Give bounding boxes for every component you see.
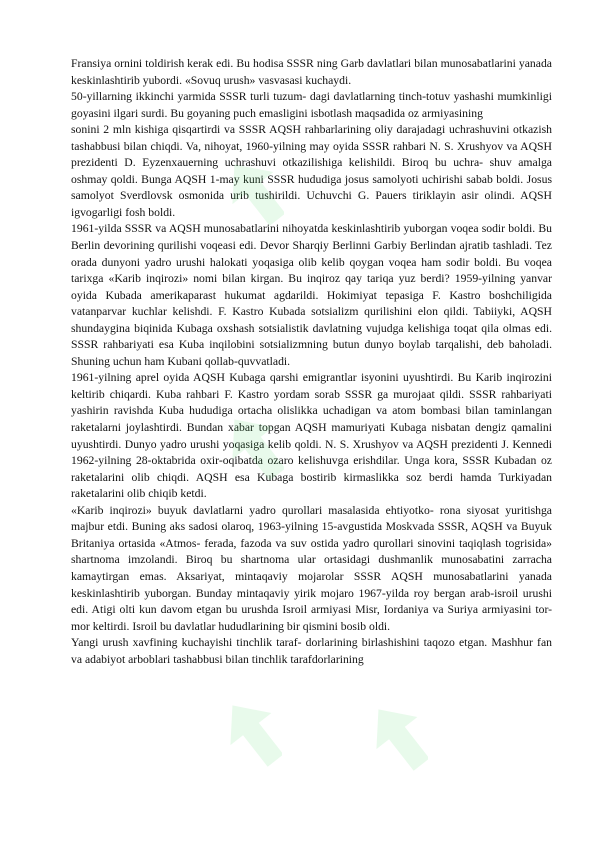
- paragraph-peace-movement: Yangi urush xavfining kuchayishi tinchlik taraf- dorlarining birlashishini taqozo etgan. Mashhur fan va adabiyot arboblari tashabbusi bilan tinchlik tarafdorlarining: [71, 636, 552, 666]
- paragraph-summit-spy-plane: sonini 2 mln kishiga qisqartirdi va SSSR AQSH rahbarlarining oliy darajadagi uchrashuvini otkazish tashabbusi bilan chiqdi. Va, nihoyat, 1960-yilning may oyida SSSR rahbari N. S. Xrushyov va AQSH prezidenti D. Eyzenxauerning uchrashuvi otkazilishiga kelishildi. Biroq bu uchra- shuv amalga oshmay qoldi. Bunga AQSH 1-may kuni SSSR hududiga josus samolyoti uchirishi sabab boldi. Josus samolyot Sverdlovsk osmonida urib tushirildi. Uchuvchi G. Pauers tiriklayin asir olindi. AQSH igvogarligi fosh boldi.: [71, 123, 552, 219]
- document-page: [71, 56, 552, 842]
- paragraph-test-ban-treaty: «Karib inqirozi» buyuk davlatlarni yadro qurollari masalasida ehtiyotko- rona siyosat yuritishga majbur etdi. Buning aks sadosi olaroq, 1963-yilning 15-avgustida Moskvada SSSR, AQSH va Buyuk Britaniya ortasida «Atmos- ferada, fazoda va suv ostida yadro qurollari sinovini taqiqlash togrisida» shartnoma imzolandi. Biroq bu shartnoma ular ortasidagi dushmanlik munosabatini zarracha kamaytirgan emas. Aksariyat, mintaqaviy mojarolar SSSR AQSH munosabatlarini yanada keskinlashtirib yuborgan. Bunday mintaqaviy yirik mojaro 1967-yilda roy bergan arab-isroil urushi edi. Atigi olti kun davom etgan bu urushda Isroil armiyasi Misr, Iordaniya va Suriya armiyasini tor-mor keltirdi. Isroil bu davlatlar hududlarining bir qismini bosib oldi.: [71, 503, 552, 633]
- paragraph-caribbean-crisis: 1961-yilning aprel oyida AQSH Kubaga qarshi emigrantlar isyonini uyushtirdi. Bu Karib inqirozini keltirib chiqardi. Kuba rahbari F. Kastro yordam sorab SSSR ga murojaat qildi. SSSR rahbariyati yashirin ravishda Kuba hududiga ortacha olislikka uchadigan va atom bombasi bilan taminlangan raketalarni joylashtirdi. Bundan xabar topgan AQSH mamuriyati Kubaga nisbatan dengiz qamalini uyushtirdi. Dunyo yadro urushi yoqasiga kelib qoldi. N. S. Xrushyov va AQSH prezidenti J. Kennedi 1962-yilning 28-oktabrida oxir-oqibatda ozaro kelishuvga erishdilar. Unga kora, SSSR Kubadan oz raketalarini olib chiqdi. AQSH esa Kubaga bostirib kirmaslikka soz berdi hamda Turkiyadan raketalarini olib chiqib ketdi.: [71, 371, 552, 501]
- paragraph-berlin-wall-cuba: 1961-yilda SSSR va AQSH munosabatlarini nihoyatda keskinlashtirib yuborgan voqea sodir boldi. Bu Berlin devorining qurilishi voqeasi edi. Devor Sharqiy Berlinni Garbiy Berlindan ajratib tashladi. Tez orada dunyoni yadro urushi halokati yoqasiga olib kelib qoygan voqea ham sodir boldi. Bu voqea tarixga «Karib inqirozi» nomi bilan kirgan. Bu inqiroz qay tariqa yuz berdi? 1959-yilning yanvar oyida Kubada amerikaparast hukumat agdarildi. Hokimiyat tepasiga F. Kastro boshchiligida vatanparvar kuchlar kelishdi. F. Kastro Kubada sotsializm qurilishini elon qildi. Tabiiyki, AQSH shundaygina biqinida Kubaga oxshash sotsialistik davlatning vujudga kelishiga toqat qila olmas edi. SSSR rahbariyati esa Kuba inqilobini sotsializmning butun dunyo boylab tarqalishi, deb baholadi. Shuning uchun ham Kubani qollab-quvvatladi.: [71, 222, 552, 368]
- paragraph-peaceful-coexistence: 50-yillarning ikkinchi yarmida SSSR turli tuzum- dagi davlatlarning tinch-totuv yashashi mumkinligi goyasini ilgari surdi. Bu goyaning puch emasligini isbotlash maqsadida oz armiyasining: [71, 90, 552, 120]
- paragraph-cold-war-intro: Fransiya ornini toldirish kerak edi. Bu hodisa SSSR ning Garb davlatlari bilan munosabatlarini yanada keskinlashtirib yubordi. «Sovuq urush» vasvasasi kuchaydi.: [71, 57, 552, 87]
